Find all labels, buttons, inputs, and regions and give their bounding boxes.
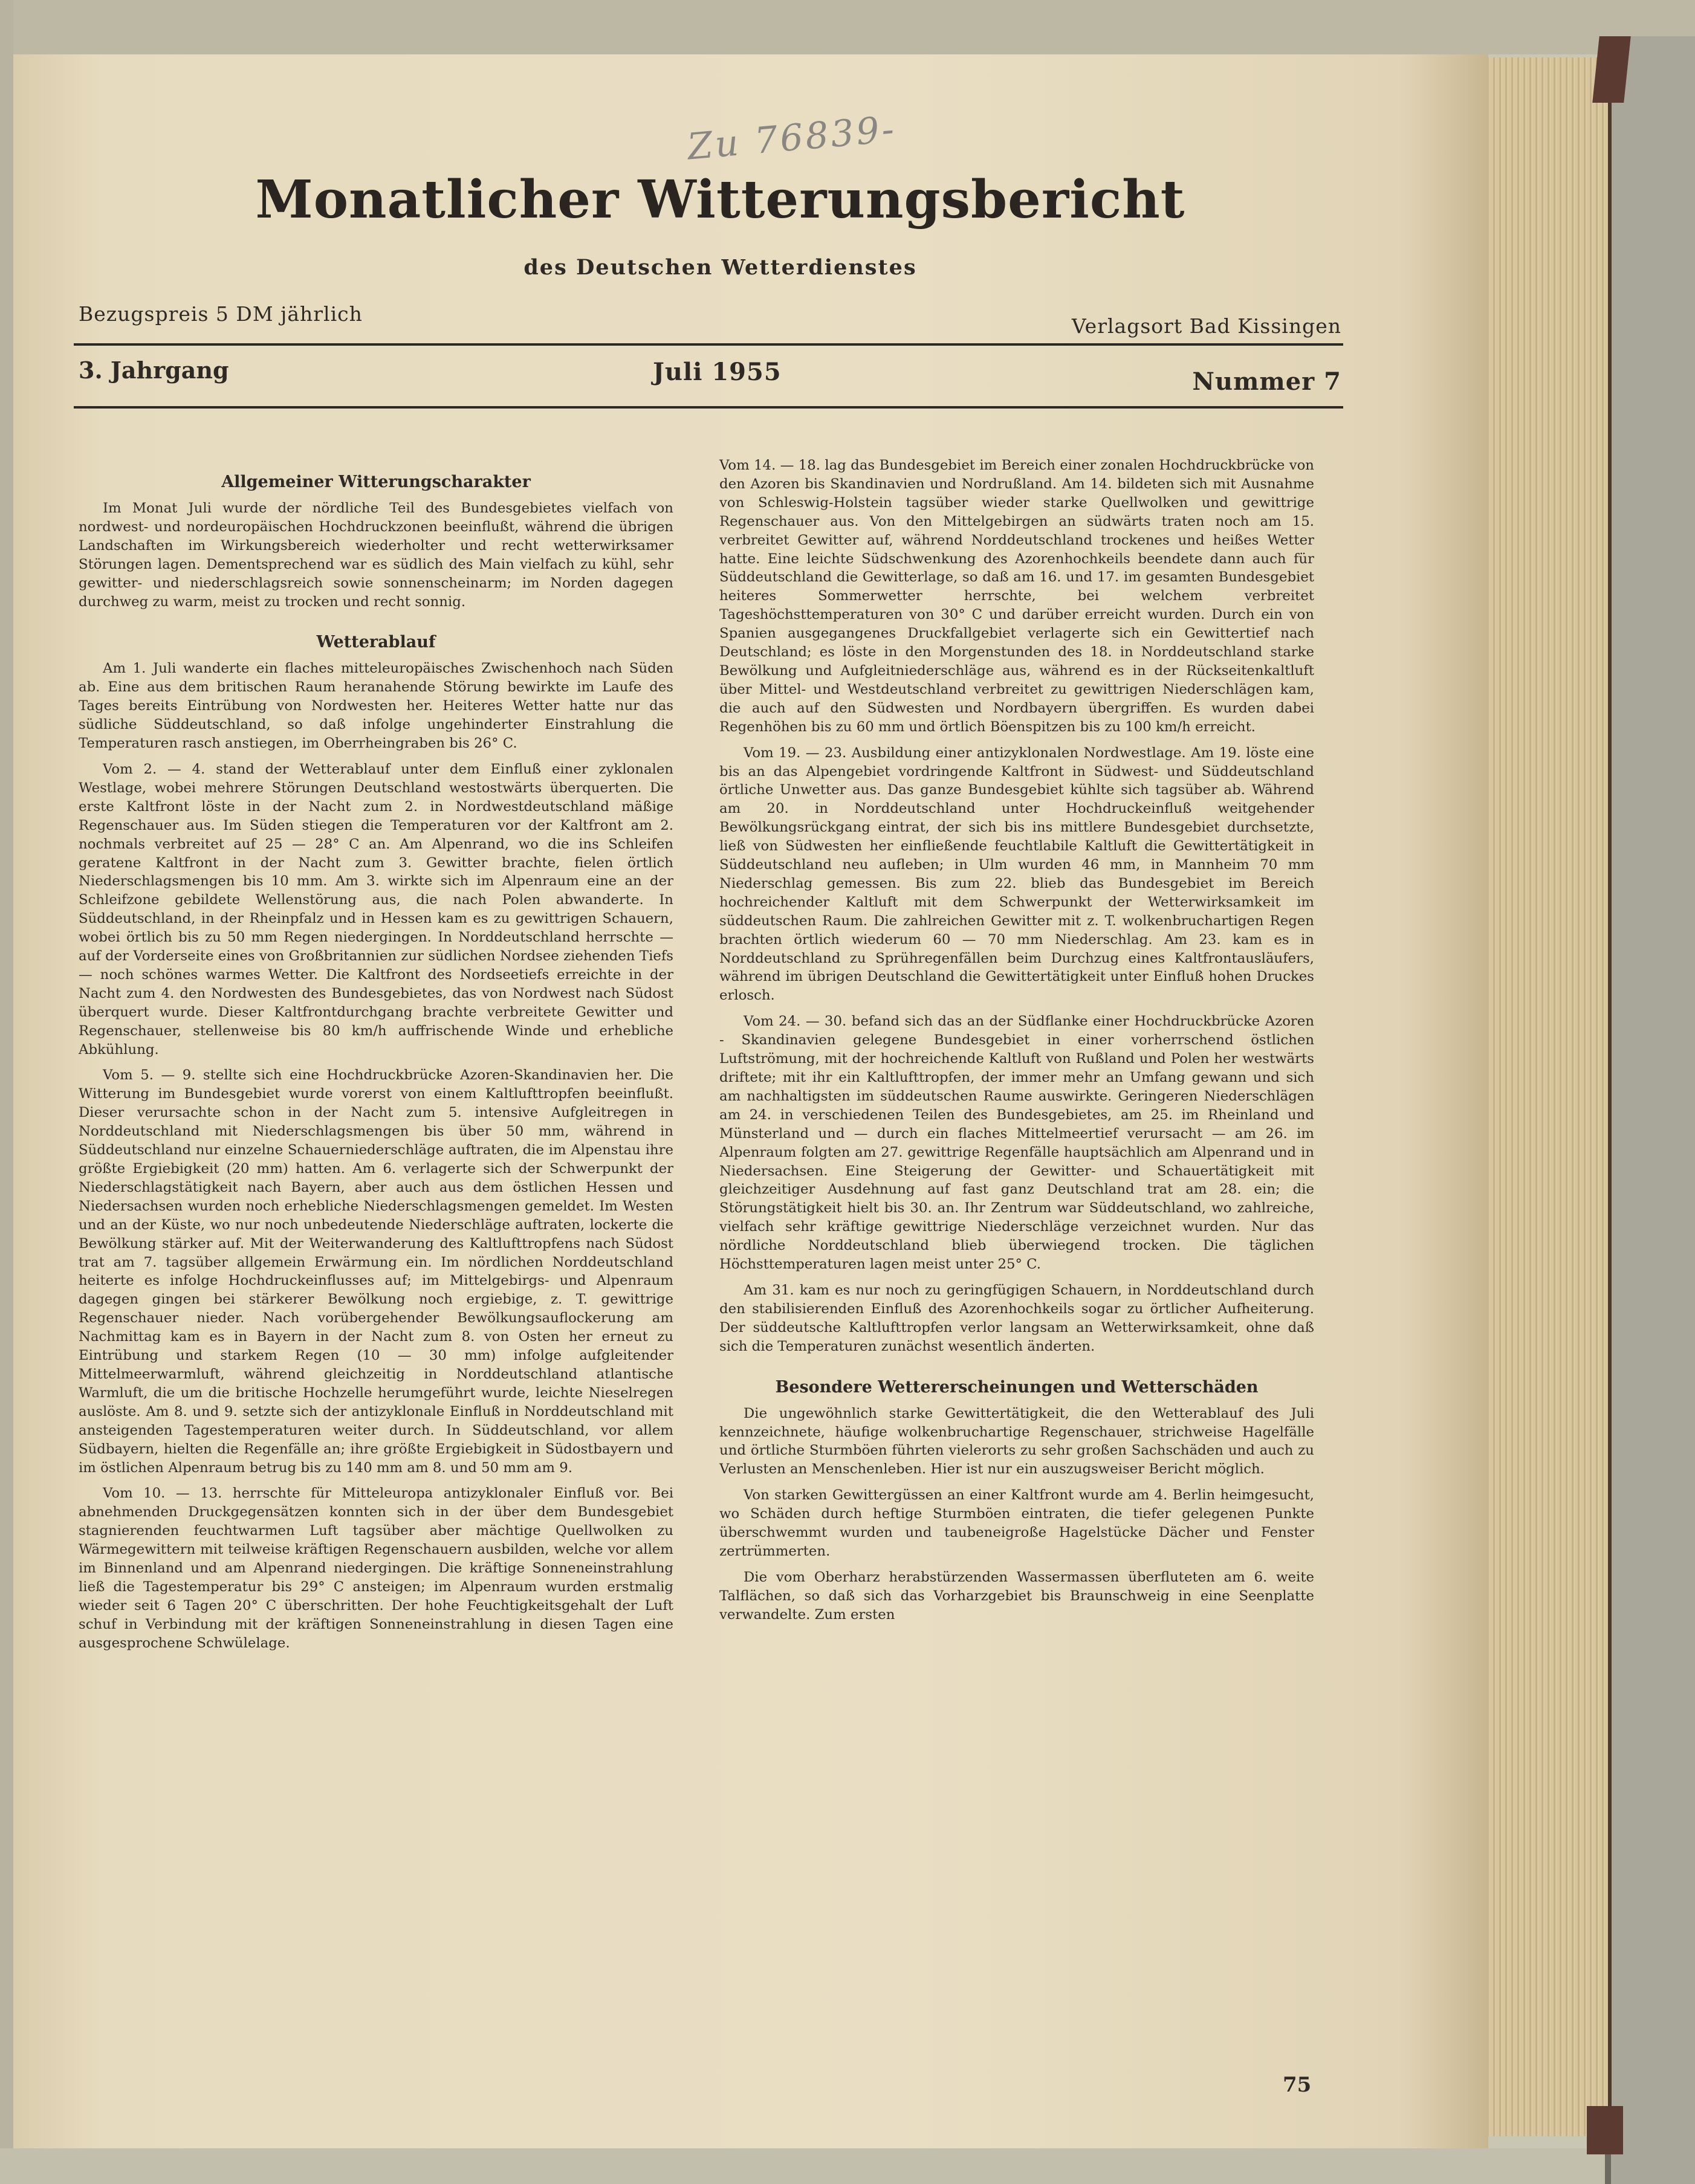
handwritten-note: Zu 76839- [685,108,898,169]
paragraph-july-24-30: Vom 24. — 30. befand sich das an der Südflanke einer Hochdruckbrücke Azoren - Skandinavien gelegene Bundesgebiet in einer vorherrschend östlichen Luftströmung, mit der hochreichende Kaltluft von Rußland und Polen her westwärts driftete; mit ihr ein Kaltlufttropfen, der immer mehr an Umfang gewann und sich am nachhaltigsten im süddeutschen Raume auswirkte. Geringeren Niederschlägen am 24. in verschiedenen Teilen des Bundesgebietes, am 25. im Rheinland und Münsterland und — durch ein flaches Mittelmeertief verursacht — am 26. im Alpenraum folgten am 27. gewittrige Regenfälle hauptsächlich am Alpenrand und in Niedersachsen. Eine Steigerung der Gewitter- und Schauertätigkeit mit gleichzeitiger Ausdehnung auf fast ganz Deutschland trat am 28. ein; die Störungstätigkeit hielt bis 30. an. Ihr Zentrum war Süddeutschland, wo zahlreiche, vielfach sehr kräftige gewittrige Niederschläge verzeichnet wurden. Nur das nördliche Norddeutschland blieb überwiegend trocken. Die täglichen Höchsttemperaturen lagen meist unter 25° C. [719,1013,1314,1273]
paragraph-july-5-9: Vom 5. — 9. stellte sich eine Hochdruckbrücke Azoren-Skandinavien her. Die Witterung im Bundesgebiet wurde vorerst von einem Kaltlufttropfen beeinflußt. Dieser verursachte schon in der Nacht zum 5. intensive Aufgleitregen in Norddeutschland mit Niederschlagsmengen bis über 50 mm, während in Süddeutschland nur einzelne Schauerniederschläge auftraten, die im Alpenstau ihre größte Ergiebigkeit (20 mm) hatten. Am 6. verlagerte sich der Schwerpunkt der Niederschlagstätigkeit nach Bayern, aber auch aus dem östlichen Hessen und Niedersachsen wurden noch erhebliche Niederschlagsmengen gemeldet. Im Westen und an der Küste, wo nur noch unbedeutende Niederschläge auftraten, lockerte die Bewölkung stärker auf. Mit der Weiterwanderung des Kaltlufttropfens nach Südost trat am 7. tagsüber allgemein Erwärmung ein. Im nördlichen Norddeutschland heiterte es infolge Hochdruckeinflusses auf; im Mittelgebirgs- und Alpenraum dagegen gingen bei stärkerer Bewölkung noch ergiebige, z. T. gewittrige Regenschauer nieder. Nach vorübergehender Bewölkungsauflockerung am Nachmittag kam es in Bayern in der Nacht zum 8. von Osten her erneut zu Eintrübung und starkem Regen (10 — 30 mm) infolge aufgleitender Mittelmeerwarmluft, während gleichzeitig in Norddeutschland atlantische Warmluft, die um die britische Hochzelle herumgeführt wurde, leichte Nieselregen auslöste. Am 8. und 9. setzte sich der antizyklonale Einfluß in Norddeutschland mit ansteigenden Tagestemperaturen weiter durch. In Süddeutschland, vor allem Südbayern, hielten die Regenfälle an; ihre größte Ergiebigkeit in Südostbayern und im östlichen Alpenraum betrug bis zu 140 mm am 8. und 50 mm am 9. [79,1067,673,1476]
page-edges [1484,57,1612,2136]
paragraph-july-31: Am 31. kam es nur noch zu geringfügigen Schauern, in Norddeutschland durch den stabilisierenden Einfluß des Azorenhochkeils sogar zu örtlicher Aufheiterung. Der süddeutsche Kaltlufttropfen verlor langsam an Wetterwirksamkeit, ohne daß sich die Temperaturen zunächst wesentlich änderten. [719,1282,1314,1354]
heading-weather-course: Wetterablauf [316,633,436,652]
masthead-subtitle: des Deutschen Wetterdienstes [523,255,917,280]
heading-special-events: Besondere Wettererscheinungen und Wetterschäden [775,1377,1259,1397]
masthead-rule-bottom [74,406,1343,409]
right-column [719,456,1314,1632]
paragraph-july-19-23: Vom 19. — 23. Ausbildung einer antizyklonalen Nordwestlage. Am 19. löste eine bis an das Alpengebiet vordringende Kaltfront in Südwest- und Süddeutschland örtliche Unwetter aus. Das ganze Bundesgebiet kühlte sich tagsüber ab. Während am 20. in Norddeutschland unter Hochdruckeinfluß weitgehender Bewölkungsrückgang eintrat, der sich bis ins mittlere Bundesgebiet durchsetzte, ließ von Südwesten her einfließende feuchtlabile Kaltluft die Gewittertätigkeit in Süddeutschland neu aufleben; in Ulm wurden 46 mm, in Mannheim 70 mm Niederschlag gemessen. Bis zum 22. blieb das Bundesgebiet im Bereich hochreichender Kaltluft mit dem Schwerpunkt der Wetterwirksamkeit im süddeutschen Raum. Die zahlreichen Gewitter mit z. T. wolkenbruchartigen Regen brachten örtlich wiederum 60 — 70 mm Niederschlag. Am 23. kam es in Norddeutschland zu Sprühregenfällen beim Durchzug eines Kaltfrontausläufers, während im übrigen Deutschland die Gewittertätigkeit unter Einfluß hohen Druckes erlosch. [719,745,1314,1004]
page-number: 75 [1283,2073,1312,2097]
publication-place: Verlagsort Bad Kissingen [1071,314,1341,338]
paragraph-general-character: Im Monat Juli wurde der nördliche Teil des Bundesgebietes vielfach von nordwest- und nordeuropäischen Hochdruckzonen beeinflußt, während die übrigen Landschaften im Wirkungsbereich wiederholter und recht wetterwirksamer Störungen lagen. Dementsprechend war es südlich des Main vielfach zu kühl, sehr gewitter- und niederschlagsreich sowie sonnenscheinarm; im Norden dagegen durchweg zu warm, meist zu trocken und recht sonnig. [79,500,673,610]
paragraph-thunderstorm-damage: Die ungewöhnlich starke Gewittertätigkeit, die den Wetterablauf des Juli kennzeichnete, häufige wolkenbruchartige Regenschauer, strichweise Hagelfälle und örtliche Sturmböen führten vielerorts zu sehr großen Sachschäden und auch zu Verlusten an Menschenleben. Hier ist nur ein auszugsweiser Bericht möglich. [719,1405,1314,1478]
leather-corner-bottom [1587,2106,1623,2154]
book-cover-board [1605,36,1695,2184]
masthead-title: Monatlicher Witterungsbericht [255,169,1185,230]
scan-background-bottom [0,2148,1695,2184]
issue-line [79,352,1341,406]
paragraph-july-1: Am 1. Juli wanderte ein flaches mitteleuropäisches Zwischenhoch nach Süden ab. Eine aus dem britischen Raum heranahende Störung bewirkte im Laufe des Tages bereits Eintrübung von Nordwesten her. Heiteres Wetter hatte nur das südliche Süddeutschland, so daß infolge ungehinderter Einstrahlung die Temperaturen rasch anstiegen, im Oberrheingraben bis 26° C. [79,661,673,752]
document-page [13,54,1488,2148]
scan-background-top [0,0,1695,54]
left-column [79,471,673,1660]
issue-number: Nummer 7 [1192,367,1341,396]
volume-label: 3. Jahrgang [79,357,229,384]
paragraph-july-14-18: Vom 14. — 18. lag das Bundesgebiet im Bereich einer zonalen Hochdruckbrücke von den Azoren bis Skandinavien und Nordrußland. Am 14. bildeten sich mit Ausnahme von Schleswig-Holstein tagsüber wieder starke Quellwolken und gewittrige Regenschauer aus. Von den Mittelgebirgen an südwärts traten noch am 15. verbreitet Gewitter auf, während Norddeutschland trockenes und heißes Wetter hatte. Eine leichte Südschwenkung des Azorenhochkeils beendete dann auch für Süddeutschland die Gewitterlage, so daß am 16. und 17. im gesamten Bundesgebiet heiteres Sommerwetter herrschte, bei welchem verbreitet Tageshöchsttemperaturen von 30° C und darüber erreicht wurden. Durch ein von Spanien ausgegangenes Druckfallgebiet verlagerte sich ein Gewittertief nach Deutschland; es löste in den Morgenstunden des 18. in Norddeutschland starke Bewölkung und Aufgleitniederschläge aus, während es in der Rückseitenkaltluft über Mittel- und Westdeutschland verbreitet zu gewittrigen Niederschlägen kam, die auch auf den Südwesten und Nordbayern übergriffen. Es wurden dabei Regenhöhen bis zu 60 mm und örtlich Böenspitzen bis zu 100 km/h erreicht. [719,457,1314,735]
subscription-price: Bezugspreis 5 DM jährlich [79,302,363,326]
heading-general-character: Allgemeiner Witterungscharakter [221,473,531,491]
paragraph-oberharz: Die vom Oberharz herabstürzenden Wassermassen überfluteten am 6. weite Talflächen, so daß sich das Vorharzgebiet bis Braunschweig in eine Seenplatte verwandelte. Zum ersten [719,1569,1314,1623]
masthead-rule-top [74,343,1343,346]
paragraph-berlin: Von starken Gewittergüssen an einer Kaltfront wurde am 4. Berlin heimgesucht, wo Schäden durch heftige Sturmböen eintraten, die tiefer gelegenen Punkte überschwemmt wurden und taubeneigroße Hagelstücke Dächer und Fenster zertrümmerten. [719,1487,1314,1559]
issue-month: Juli 1955 [653,358,782,386]
paragraph-july-10-13: Vom 10. — 13. herrschte für Mitteleuropa antizyklonaler Einfluß vor. Bei abnehmenden Druckgegensätzen konnten sich in der über dem Bundesgebiet stagnierenden feuchtwarmen Luft tagsüber aber mächtige Quellwolken zu Wärmegewittern mit teilweise kräftigen Regenschauern ausbilden, welche vor allem im Binnenland und am Alpenrand niedergingen. Die kräftige Sonneneinstrahlung ließ die Tagestemperatur bis 29° C ansteigen; im Alpenraum wurden erstmalig wieder seit 6 Tagen 20° C überschritten. Der hohe Feuchtigkeitsgehalt der Luft schuf in Verbindung mit der kräftigen Sonneneinstrahlung in diesen Tagen eine ausgesprochene Schwülelage. [79,1485,673,1651]
paragraph-july-2-4: Vom 2. — 4. stand der Wetterablauf unter dem Einfluß einer zyklonalen Westlage, wobei mehrere Störungen Deutschland westostwärts überquerten. Die erste Kaltfront löste in der Nacht zum 2. in Nordwestdeutschland mäßige Regenschauer aus. Im Süden stiegen die Temperaturen vor der Kaltfront am 2. nochmals verbreitet auf 25 — 28° C an. Am Alpenrand, wo die ins Schleifen geratene Kaltfront in der Nacht zum 3. Gewitter brachte, fielen örtlich Niederschlagsmengen bis 10 mm. Am 3. wirkte sich im Alpenraum eine an der Schleifzone gebildete Wellenstörung aus, die nach Polen abwanderte. In Süddeutschland, in der Rheinpfalz und in Hessen kam es zu gewittrigen Schauern, wobei örtlich bis zu 50 mm Regen niedergingen. In Norddeutschland herrschte — auf der Vorderseite eines von Großbritannien zur südlichen Nordsee ziehenden Tiefs — noch schönes warmes Wetter. Die Kaltfront des Nordseetiefs erreichte in der Nacht zum 4. den Nordwesten des Bundesgebietes, das von Nordwest nach Südost überquert wurde. Dieser Kaltfrontdurchgang brachte verbreitete Gewitter und Regenschauer, stellenweise bis 80 km/h auffrischende Winde und erhebliche Abkühlung. [79,761,673,1058]
scan-background-left [0,0,13,2184]
